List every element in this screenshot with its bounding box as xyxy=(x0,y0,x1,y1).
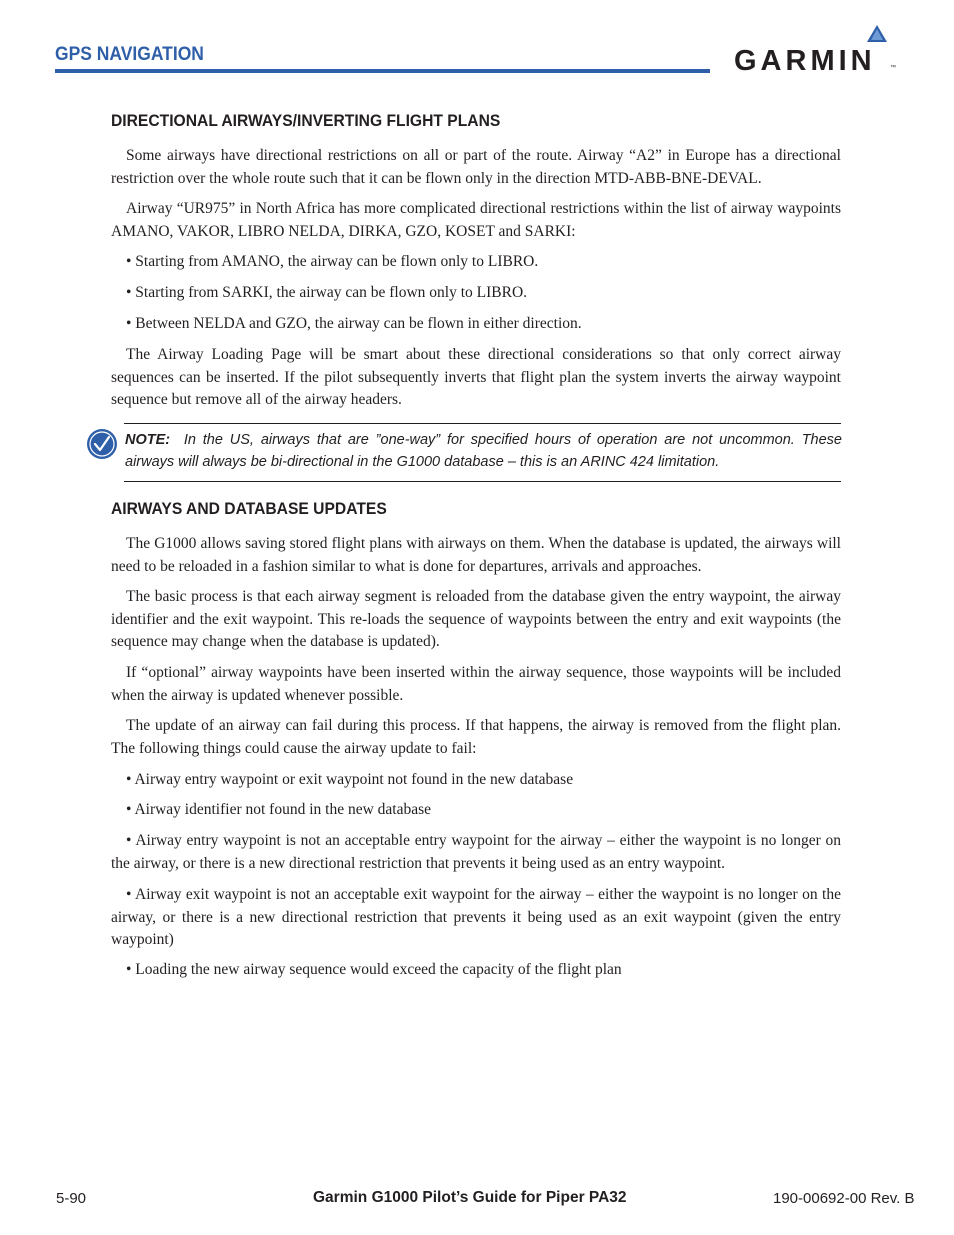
note-bottom-rule xyxy=(124,481,841,482)
note-top-rule xyxy=(124,423,841,424)
list-item: • Airway entry waypoint is not an acceptable entry waypoint for the airway – either the waypoint is no longer on the airway, or there is a new directional restriction that prevents it being used as an entry waypoint. xyxy=(111,832,841,872)
note-label: NOTE: xyxy=(125,432,171,448)
logo-trademark: ™ xyxy=(890,65,896,71)
list-item: • Airway identifier not found in the new database xyxy=(126,801,432,818)
list-item: • Loading the new airway sequence would exceed the capacity of the flight plan xyxy=(126,961,622,978)
logo-triangle-icon xyxy=(867,25,887,43)
list-item: • Starting from SARKI, the airway can be flown only to LIBRO. xyxy=(126,284,528,301)
list-item: • Between NELDA and GZO, the airway can be flown in either direction. xyxy=(126,315,582,332)
list-item: • Airway exit waypoint is not an acceptable exit waypoint for the airway – either the waypoint is no longer on the airway, or there is a new directional restriction that prevents it being used as an exit waypoint (given the entry waypoint) xyxy=(111,886,841,948)
note-text xyxy=(125,429,842,473)
footer-doc-number: 190-00692-00 Rev. B xyxy=(773,1190,915,1207)
note-body: In the US, airways that are ”one-way” for specified hours of operation are not uncommon. These airways will always be bi-directional in the G1000 database – this is an ARINC 424 limitation. xyxy=(125,432,842,470)
logo-text: GARMIN xyxy=(734,45,876,77)
footer-page-number: 5-90 xyxy=(56,1190,87,1207)
header-rule xyxy=(55,69,710,73)
list-item: • Starting from AMANO, the airway can be flown only to LIBRO. xyxy=(126,253,539,270)
heading-directional-airways: DIRECTIONAL AIRWAYS/INVERTING FLIGHT PLANS xyxy=(111,111,501,130)
paragraph: The update of an airway can fail during this process. If that happens, the airway is removed from the flight plan. The following things could cause the airway update to fail: xyxy=(111,717,841,757)
list-item: • Airway entry waypoint or exit waypoint not found in the new database xyxy=(126,771,574,788)
paragraph: Some airways have directional restrictions on all or part of the route. Airway “A2” in Europe has a directional restriction over the whole route such that it can be flown only in the direction MTD-ABB-BNE-DEVAL. xyxy=(111,147,841,187)
note-checkmark-icon xyxy=(86,428,118,460)
heading-database-updates: AIRWAYS AND DATABASE UPDATES xyxy=(111,499,387,518)
footer-title: Garmin G1000 Pilot’s Guide for Piper PA32 xyxy=(313,1189,627,1206)
paragraph: Airway “UR975” in North Africa has more complicated directional restrictions within the list of airway waypoints AMANO, VAKOR, LIBRO NELDA, DIRKA, GZO, KOSET and SARKI: xyxy=(111,200,841,240)
paragraph: The basic process is that each airway segment is reloaded from the database given the entry waypoint, the airway identifier and the exit waypoint. This re-loads the sequence of waypoints between the entry and exit waypoints (the sequence may change when the database is updated). xyxy=(111,588,841,650)
section-title: GPS NAVIGATION xyxy=(55,44,204,65)
paragraph: The G1000 allows saving stored flight plans with airways on them. When the database is updated, the airways will need to be reloaded in a fashion similar to what is done for departures, arrivals and approaches. xyxy=(111,535,841,575)
paragraph: If “optional” airway waypoints have been inserted within the airway sequence, those waypoints will be included when the airway is updated whenever possible. xyxy=(111,664,841,704)
paragraph: The Airway Loading Page will be smart about these directional considerations so that only correct airway sequences can be inserted. If the pilot subsequently inverts that flight plan the system inverts the airway waypoint sequence but remove all of the airway headers. xyxy=(111,346,841,408)
